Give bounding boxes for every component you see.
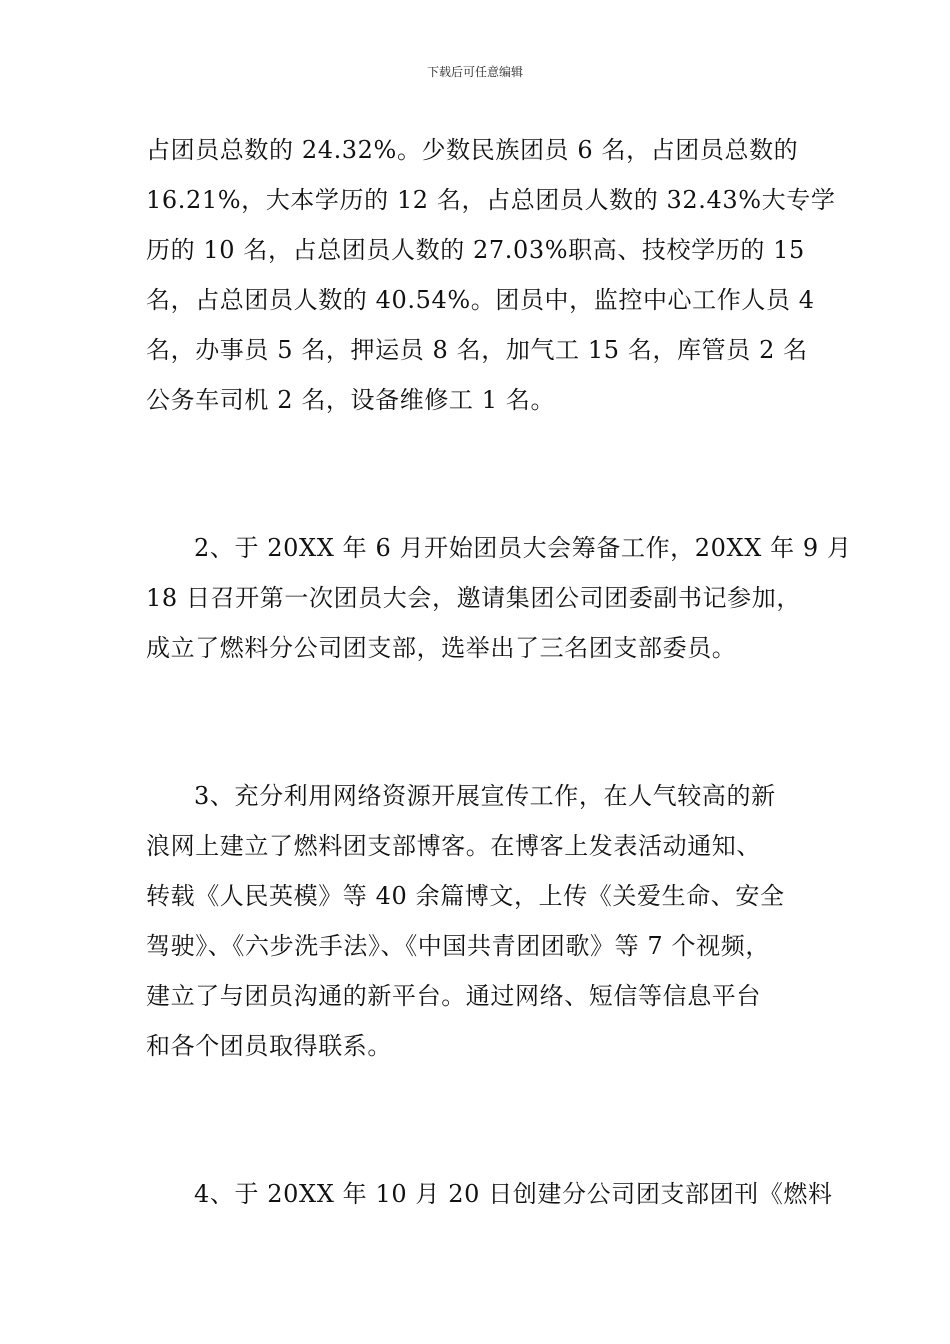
- paragraph-line: 4、于 20XX 年 10 月 20 日创建分公司团支部团刊《燃料: [194, 1180, 833, 1208]
- paragraph-line: 名，办事员 5 名，押运员 8 名，加气工 15 名，库管员 2 名: [146, 336, 808, 364]
- page-header-note: 下载后可任意编辑: [426, 65, 523, 79]
- paragraph-line: 历的 10 名，占总团员人数的 27.03%职高、技校学历的 15: [146, 236, 805, 264]
- paragraph-line: 占团员总数的 24.32%。少数民族团员 6 名，占团员总数的: [146, 136, 799, 164]
- paragraph-line: 2、于 20XX 年 6 月开始团员大会筹备工作，20XX 年 9 月: [194, 534, 852, 562]
- paragraph-line: 成立了燃料分公司团支部，选举出了三名团支部委员。: [146, 634, 737, 662]
- paragraph-line: 驾驶》、《六步洗手法》、《中国共青团团歌》等 7 个视频，: [146, 932, 770, 960]
- paragraph-line: 公务车司机 2 名，设备维修工 1 名。: [146, 386, 556, 414]
- paragraph-line: 浪网上建立了燃料团支部博客。在博客上发表活动通知、: [146, 832, 761, 860]
- paragraph-line: 建立了与团员沟通的新平台。通过网络、短信等信息平台: [146, 982, 761, 1010]
- paragraph-line: 3、充分利用网络资源开展宣传工作，在人气较高的新: [194, 782, 776, 810]
- paragraph-line: 16.21%，大本学历的 12 名，占总团员人数的 32.43%大专学: [146, 186, 836, 214]
- paragraph-line: 名，占总团员人数的 40.54%。团员中，监控中心工作人员 4: [146, 286, 815, 314]
- paragraph-line: 转载《人民英模》等 40 余篇博文，上传《关爱生命、安全: [146, 882, 785, 910]
- paragraph-line: 和各个团员取得联系。: [146, 1032, 392, 1060]
- paragraph-line: 18 日召开第一次团员大会，邀请集团公司团委副书记参加，: [146, 584, 801, 612]
